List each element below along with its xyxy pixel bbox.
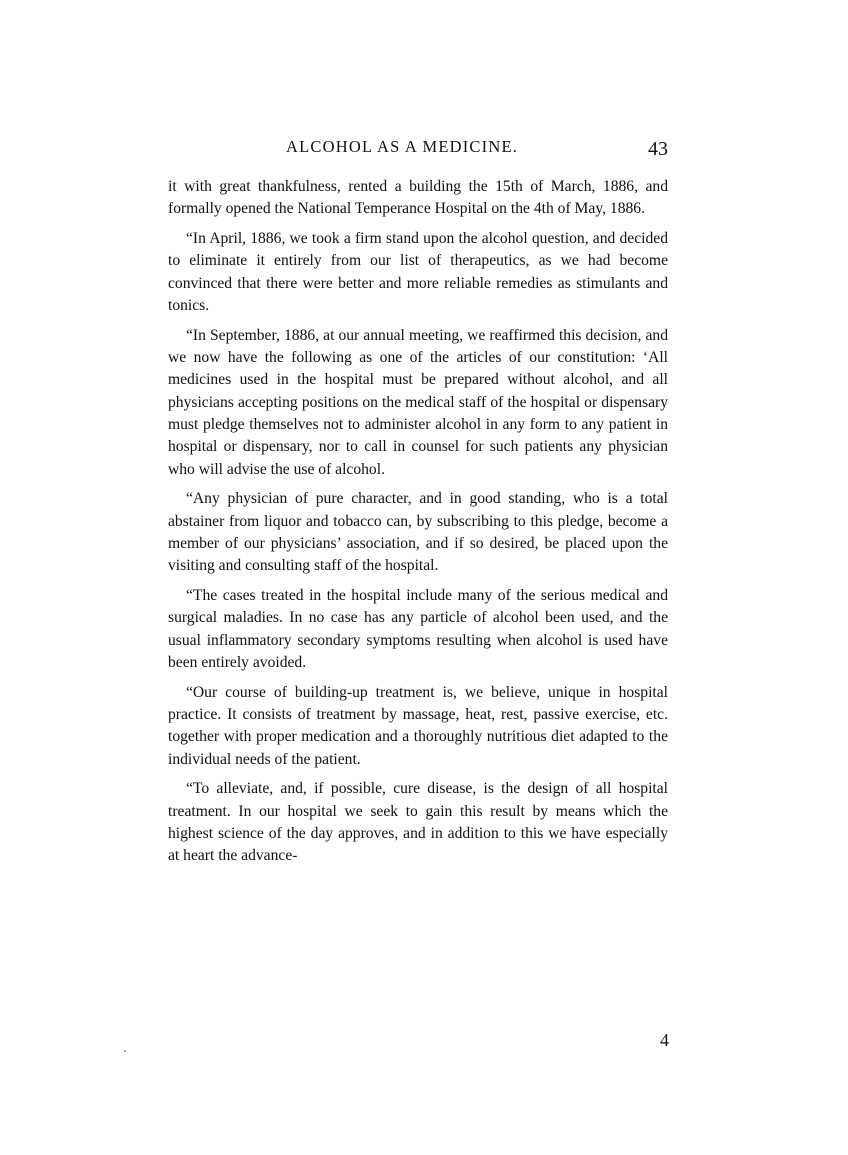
paragraph-cases-treated: “The cases treated in the hospital include many of the serious medical and surgical maladies. In no case has any particle of alcohol been used, and the usual inflammatory secondary symptoms resulting when alcohol is used have been entirely avoided. — [168, 587, 668, 671]
page-number: 43 — [648, 138, 668, 160]
paragraph-building-up-treatment: “Our course of building-up treatment is, we believe, unique in hospital practice. It consists of treatment by massage, heat, rest, passive exercise, etc. together with proper medication and a thoroughly nutritious diet adapted to the individual needs of the patient. — [168, 683, 668, 768]
signature-mark: 4 — [660, 1030, 669, 1050]
paragraph-physician-pledge: “Any physician of pure character, and in good standing, who is a total abstainer from liquor and tobacco can, by subscribing to this pledge, become a member of our physicians’ association, and if so desired, be placed upon the visiting and consulting staff of the hospital. — [168, 490, 668, 575]
body-text — [168, 176, 668, 875]
paragraph-continuation: it with great thankfulness, rented a building the 15th of March, 1886, and formally opened the National Temperance Hospital on the 4th of May, 1886. — [168, 178, 668, 218]
running-head — [168, 136, 668, 166]
paragraph-alcohol-question: “In April, 1886, we took a firm stand upon the alcohol question, and decided to eliminate it entirely from our list of therapeutics, as we had become convinced that there were better and more reliable remedies as stimulants and tonics. — [168, 230, 668, 314]
paragraph-constitution: “In September, 1886, at our annual meeting, we reaffirmed this decision, and we now have the following as one of the articles of our constitution: ‘All medicines used in the hospital must be prepared without alcohol, and all physicians accepting positions on the medical staff of the hospital or dispensary must pledge themselves not to administer alcohol in any form to any patient in hospital or dispensary, nor to call in counsel for such patients any physician who will advise the use of alcohol. — [168, 326, 668, 478]
paragraph-hospital-design: “To alleviate, and, if possible, cure disease, is the design of all hospital treatment. In our hospital we seek to gain this result by means which the highest science of the day approves, and in addition to this we have especially at heart the advance- — [168, 780, 668, 865]
scan-speck — [124, 1050, 126, 1052]
running-title: ALCOHOL AS A MEDICINE. — [286, 137, 519, 156]
